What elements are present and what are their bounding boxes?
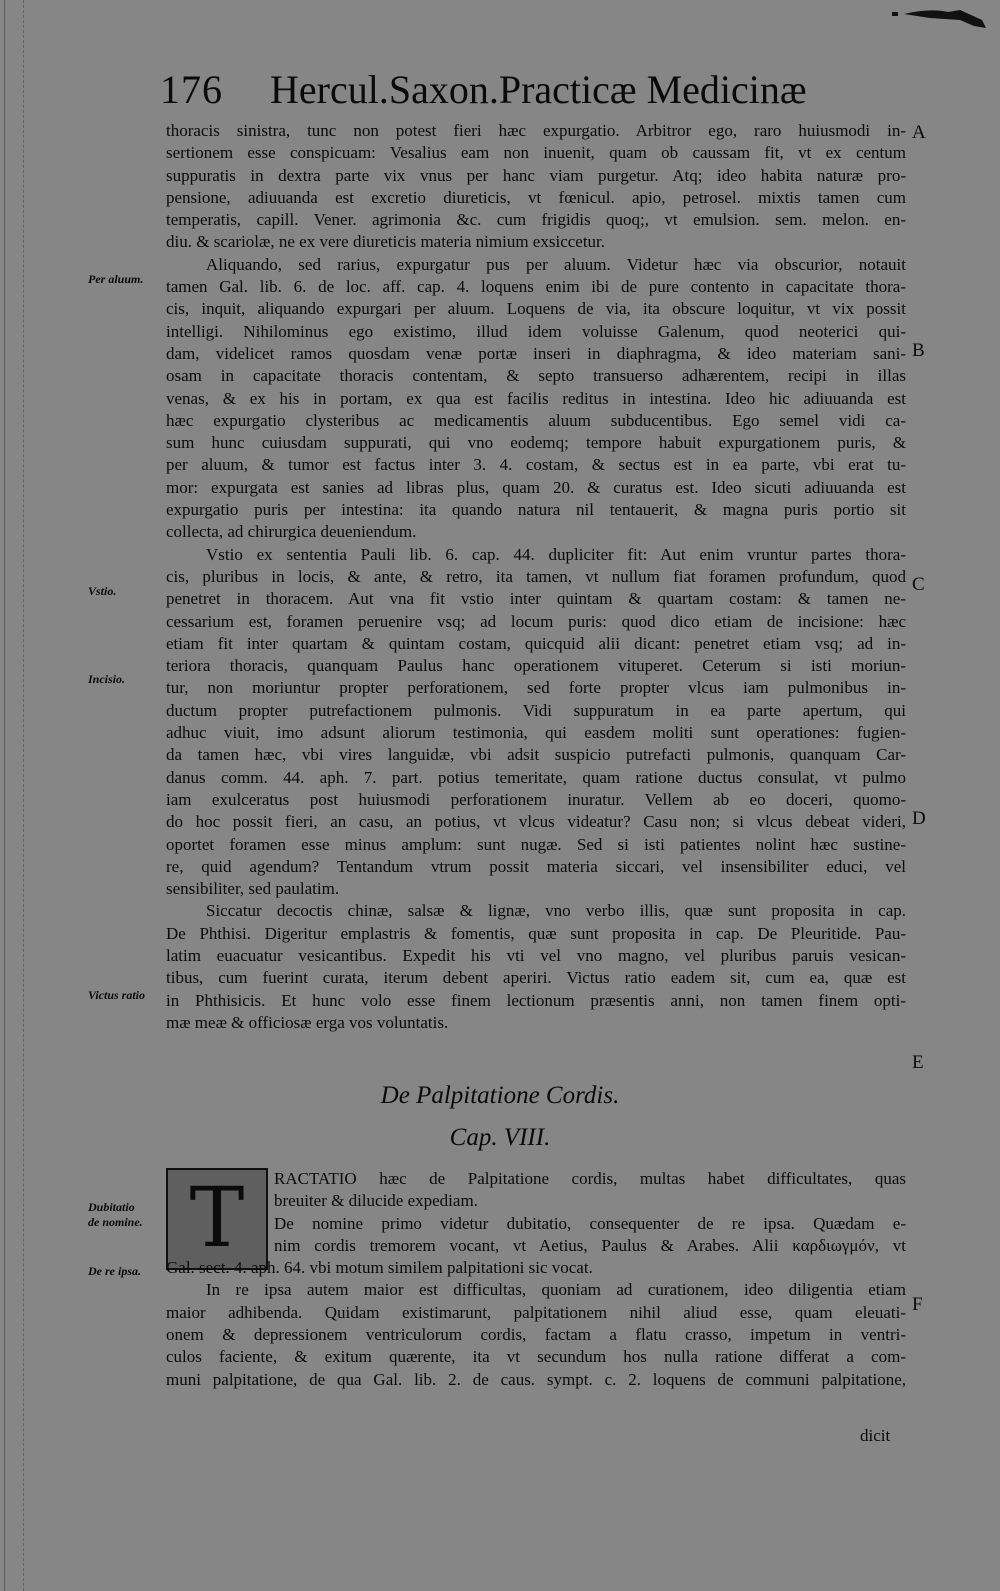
text-line: culos faciente, & exitum quærente, ita vt secundum hos nulla ratione differat a com- — [166, 1347, 906, 1367]
catchword: dicit — [860, 1426, 891, 1445]
text-line: collecta, ad chirurgica deueniendum. — [166, 522, 417, 542]
side-letter-c: C — [912, 574, 925, 595]
text-line: tamen Gal. lib. 6. de loc. aff. cap. 4. loquens enim ibi de pure contento in capacitate thora- — [166, 277, 906, 297]
text-line: pensione, adiuuanda est excretio diureticis, vt fœnicul. apio, petrosel. mixtis tamen cum — [166, 187, 906, 207]
text-line: sensibiliter, sed paulatim. — [166, 879, 340, 899]
margin-note-per-alvum: Per aluum. — [88, 272, 144, 286]
text-line: danus comm. 44. aph. 7. part. potius temeritate, quam ratione ductus consulat, vt pulmo — [166, 767, 906, 787]
chapter-number: Cap. VIII. — [449, 1124, 551, 1151]
margin-note-dubitatio: Dubitatio — [88, 1200, 135, 1214]
margin-note-incisio: Incisio. — [88, 672, 126, 686]
text-line: sum hunc cuiusdam suppurati, qui vno eodemq; tempore habuit expurgationem puris, & — [166, 433, 906, 453]
text-line: thoracis sinistra, tunc non potest fieri hæc expurgatio. Arbitror ego, raro huiusmodi in- — [166, 121, 906, 140]
side-letter-e: E — [912, 1052, 924, 1073]
text-line: penetret in thoracem. Aut vna fit vstio inter quintam & quartam costam: & tamen ne- — [166, 589, 906, 609]
text-line: De Phthisi. Digeritur emplastris & fomentis, quæ sunt proposita in cap. De Pleuritide. Pau- — [166, 923, 906, 943]
text-line: tibus, cum fuerint curata, iterum debent aperiri. Victus ratio eadem sit, cum ea, quæ est — [166, 968, 906, 988]
chapter-title: De Palpitatione Cordis. — [380, 1082, 620, 1109]
text-line: maior adhibenda. Quidam existimarunt, palpitationem nihil aliud esse, quam eleuati- — [166, 1302, 906, 1322]
text-line: nim cordis tremorem vocant, vt Aetius, Paulus & Arabes. Alii καρδιωγμόν, vt — [274, 1235, 906, 1255]
text-line: muni palpitatione, de qua Gal. lib. 2. de caus. sympt. c. 2. loquens de communi palpitatione, — [166, 1369, 906, 1389]
text-line: RACTATIO hæc de Palpitatione cordis, multas habet difficultates, quas — [274, 1169, 906, 1188]
text-line: cessarium est, foramen peruenire vsq; ad locum puris: quod dico etiam de incisione: hæc — [166, 611, 906, 631]
text-line: Vstio ex sententia Pauli lib. 6. cap. 44. dupliciter fit: Aut enim vruntur partes thora- — [206, 544, 906, 564]
decorated-initial-letter: T — [189, 1171, 245, 1266]
text-line: in Phthisicis. Et hunc volo esse finem lectionum præsentis anni, non tamen finem opti- — [166, 990, 906, 1010]
text-line: hæc expurgatio clysteribus ac medicamentis aluum subducentibus. Ego semel vidi ca- — [166, 410, 906, 430]
text-line: oportet foramen esse minus amplum: sunt nugæ. Sed si isti patientes nolint hæc sustine- — [166, 834, 906, 854]
text-line: cis, pluribus in locis, & ante, & retro, ita tamen, vt nullum fiat foramen profundum, quod — [166, 566, 906, 586]
text-line: da tamen hæc, vbi vires languidæ, vbi adsit suspicio putrefacti pulmonis, quanquam Car- — [166, 745, 906, 765]
text-line: diu. & scariolæ, ne ex vere diureticis materia nimium exsiccetur. — [166, 232, 606, 252]
side-letter-d: D — [912, 808, 926, 829]
text-line: teriora thoracis, quanquam Paulus hanc operationem vituperet. Ceterum si isti moriun- — [166, 656, 906, 676]
text-line: adhuc viuit, imo adsunt aliorum testimonia, qui easdem moliti sunt operationes: fugien- — [166, 723, 906, 743]
text-line: ductum propter putrefactionem pulmonis. Vidi suppuratum in ea parte apertum, qui — [166, 700, 906, 720]
text-line: intelligi. Nihilominus ego existimo, illud idem voluisse Galenum, quod neoterici qui- — [166, 321, 906, 341]
text-line: tur, non moriuntur propter perforationem, sed forte propter vlcus iam pulmonibus in- — [166, 678, 906, 698]
text-line: cis, inquit, aliquando expurgari per aluum. Loquens de via, ita obscure loquitur, vt vix possit — [166, 299, 906, 319]
side-letter-a: A — [912, 122, 926, 143]
margin-note-victus-ratio: Victus ratio — [88, 988, 146, 1002]
text-line: suppuratis in dextra parte vix vnus per hanc viam purgetur. Atq; ideo habita naturæ pro- — [166, 165, 906, 185]
text-line: temperatis, capill. Vener. agrimonia &c. cum frigidis quoq;, vt emulsion. sem. melon. en- — [166, 210, 906, 230]
page-number: 176 — [160, 67, 223, 112]
text-line: onem & depressionem ventriculorum cordis, factam a flatu crasso, impetum in ventri- — [166, 1325, 906, 1345]
margin-note-de-re-ipsa: De re ipsa. — [88, 1264, 141, 1278]
text-line: Gal. sect. 4. aph. 64. vbi motum similem palpitationi sic vocat. — [166, 1258, 593, 1278]
text-line: In re ipsa autem maior est difficultas, quoniam ad curationem, ideo diligentia etiam — [206, 1280, 906, 1300]
margin-note-de-nomine: de nomine. — [88, 1215, 143, 1229]
text-line: re, quid agendum? Tentandum vtrum possit materia siccari, vel insensibiliter educi, vel — [166, 856, 906, 876]
text-line: mæ meæ & officiosæ erga vos voluntatis. — [166, 1012, 449, 1032]
running-title: Hercul.Saxon.Practicæ Medicinæ — [270, 67, 807, 112]
side-letter-b: B — [912, 340, 925, 361]
text-line: dam, videlicet ramos quosdam venæ portæ inseri in diaphragma, & ideo materiam sani- — [166, 343, 906, 363]
text-line: per aluum, & tumor est factus inter 3. 4. costam, & sectus est in ea parte, vbi erat tu- — [166, 455, 906, 475]
text-line: Aliquando, sed rarius, expurgatur pus per aluum. Videtur hæc via obscurior, notauit — [206, 254, 906, 274]
margin-note-ustio: Vstio. — [88, 584, 117, 598]
text-line: do hoc possit fieri, an casu, an potius, vt vlcus videatur? Casu non; si vlcus debeat videri, — [166, 812, 906, 832]
text-line: venas, & ex his in portam, ex qua est facilis reditus in intestina. Ideo hic adiuuanda est — [166, 388, 906, 408]
text-line: etiam fit inter quartam & quintam costam, quicquid alii dicant: penetret etiam vsq; ad in- — [166, 633, 906, 653]
chapter-body — [166, 1168, 906, 1391]
side-letter-f: F — [912, 1294, 923, 1315]
body-text — [166, 120, 906, 1034]
text-line: iam exulceratus post huiusmodi perforationem inuratur. Vellem ab eo doceri, quomo- — [166, 789, 906, 809]
text-line: expurgatio puris per intestina: ita quando natura nil tentauerit, & magna puris portio sit — [166, 500, 906, 520]
text-line: latim euacuatur vesicantibus. Expedit his vti vel vno magno, vel pluribus paruis vesican- — [166, 945, 906, 965]
text-line: breuiter & dilucide expediam. — [274, 1191, 478, 1211]
pointing-hand-icon — [890, 2, 990, 38]
binding-edge — [4, 0, 24, 1591]
text-line: sertionem esse conspicuam: Vesalius eam non inuenit, quam ob caussam fit, vt ex centum — [166, 143, 906, 163]
text-line: Siccatur decoctis chinæ, salsæ & lignæ, vno verbo illis, quæ sunt proposita in cap. — [206, 901, 906, 921]
running-head — [160, 66, 920, 120]
text-line: De nomine primo videtur dubitatio, consequenter de re ipsa. Quædam e- — [274, 1213, 906, 1233]
text-line: osam in capacitate thoracis contentam, & septo transuerso adhærentem, recipi in illas — [166, 366, 906, 386]
text-line: mor: expurgata est sanies ad libras plus, quam 20. & curatus est. Ideo sicuti adiuuanda est — [166, 477, 906, 497]
